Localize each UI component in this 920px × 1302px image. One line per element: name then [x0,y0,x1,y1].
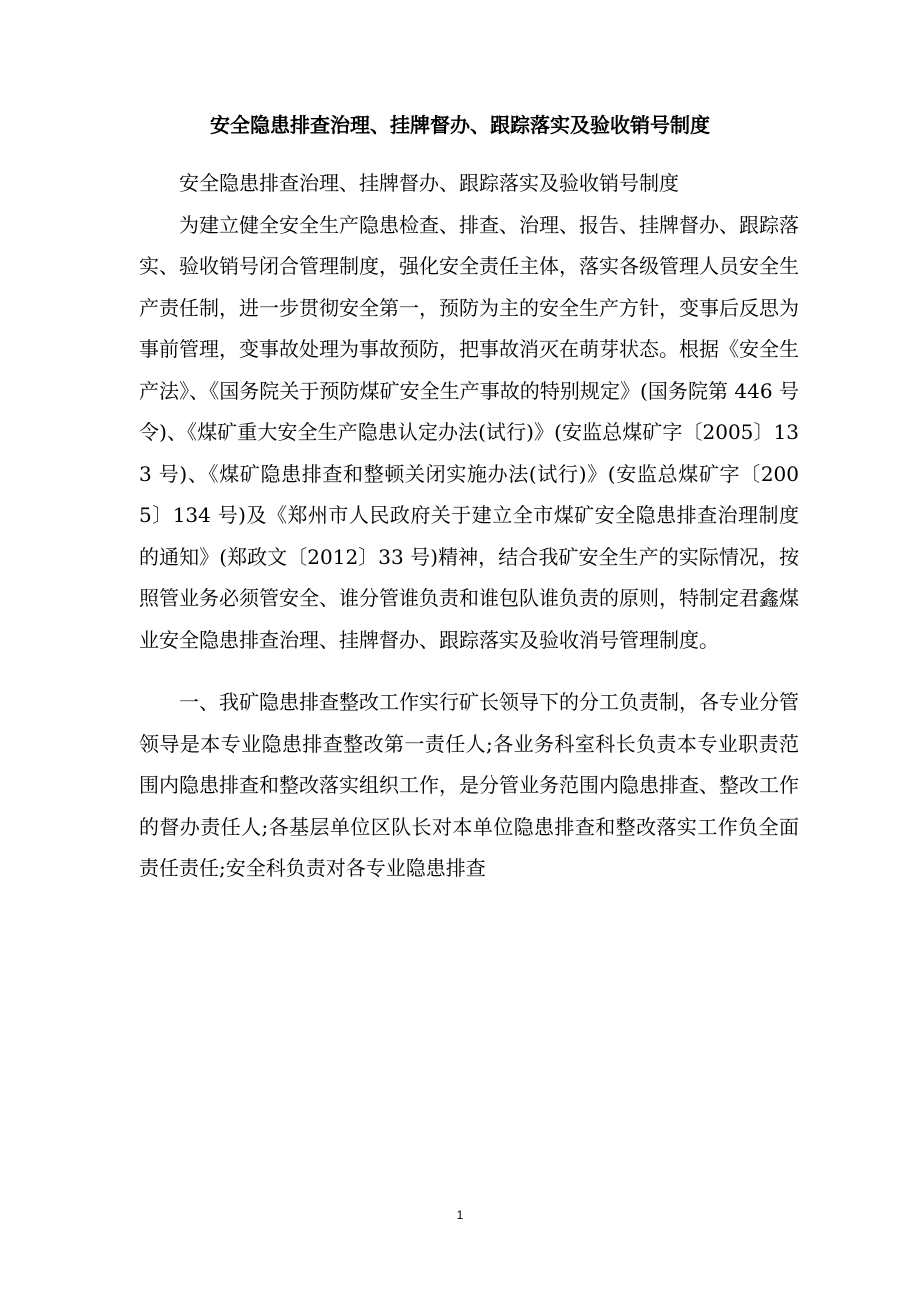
document-title: 安全隐患排查治理、挂牌督办、跟踪落实及验收销号制度 [210,113,710,137]
page-number: 1 [456,1208,464,1222]
section-one-paragraph: 一、我矿隐患排查整改工作实行矿长领导下的分工负责制，各专业分管领导是本专业隐患排查整改第一责任人;各业务科室科长负责本专业职责范围内隐患排查和整改落实组织工作，是分管业务范围内隐患排查、整改工作的督办责任人;各基层单位区队长对本单位隐患排查和整改落实工作负全面责任责任;安全科负责对各专业隐患排查 [139,690,799,880]
subtitle-paragraph: 安全隐患排查治理、挂牌督办、跟踪落实及验收销号制度 [179,171,679,195]
document-body [139,163,799,890]
intro-paragraph: 为建立健全安全生产隐患检查、排查、治理、报告、挂牌督办、跟踪落实、验收销号闭合管理制度，强化安全责任主体，落实各级管理人员安全生产责任制，进一步贯彻安全第一，预防为主的安全生产方针，变事后反思为事前管理，变事故处理为事故预防，把事故消灭在萌芽状态。根据《安全生产法》、《国务院关于预防煤矿安全生产事故的特别规定》(国务院第 446 号令)、《煤矿重大安全生产隐患认定办法(试行)》(安监总煤矿字〔2005〕133 号)、《煤矿隐患排查和整顿关闭实施办法(试行)》(安监总煤矿字〔2005〕134 号)及《郑州市人民政府关于建立全市煤矿安全隐患排查治理制度的通知》(郑政文〔2012〕33 号)精神，结合我矿安全生产的实际情况，按照管业务必须管安全、谁分管谁负责和谁包队谁负责的原则，特制定君鑫煤业安全隐患排查治理、挂牌督办、跟踪落实及验收消号管理制度。 [139,212,799,652]
